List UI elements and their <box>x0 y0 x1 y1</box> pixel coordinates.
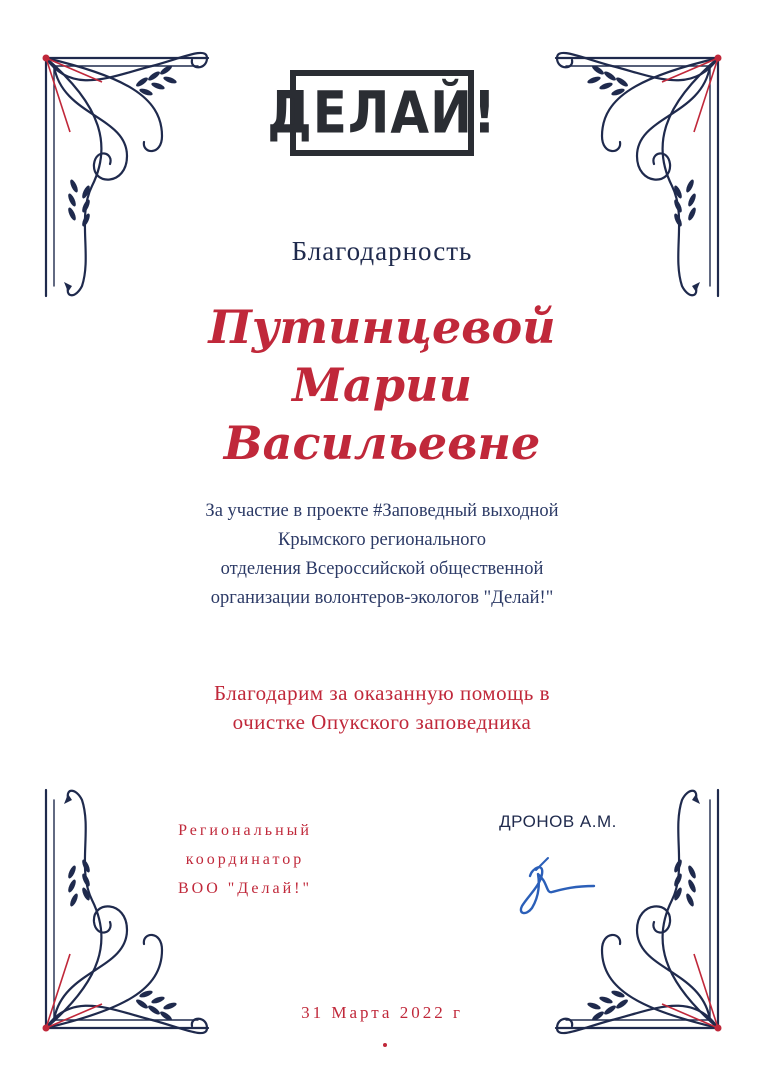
certificate-description <box>0 497 764 613</box>
recipient-patronymic: Васильевне <box>223 416 541 470</box>
description-line: отделения Всероссийской общественной <box>220 559 544 579</box>
signer-name: ДРОНОВ А.М. <box>499 812 617 831</box>
date-period-dot <box>383 1043 387 1047</box>
thanks-line: очистке Опукского заповедника <box>232 710 532 734</box>
coordinator-line: координатор <box>185 851 305 868</box>
thanks-line: Благодарим за оказанную помощь в <box>214 681 550 705</box>
logo-text: ДЕЛАЙ! <box>267 79 497 147</box>
organization-logo <box>267 70 497 156</box>
certificate-heading: Благодарность <box>291 236 473 266</box>
recipient-surname: Путинцевой <box>208 300 556 354</box>
signature-icon <box>508 846 608 926</box>
recipient-first-name: Марии <box>292 358 472 412</box>
description-line: Крымского регионального <box>278 530 486 550</box>
coordinator-title <box>140 816 350 903</box>
coordinator-line: ВОО "Делай!" <box>177 880 313 897</box>
coordinator-line: Региональный <box>178 822 312 839</box>
thanks-message <box>0 679 764 737</box>
description-line: За участие в проекте #Заповедный выходной <box>205 501 559 521</box>
recipient-name <box>0 298 764 472</box>
certificate-date: 31 Марта 2022 г <box>301 1003 463 1022</box>
description-line: организации волонтеров-экологов "Делай!" <box>210 588 554 608</box>
